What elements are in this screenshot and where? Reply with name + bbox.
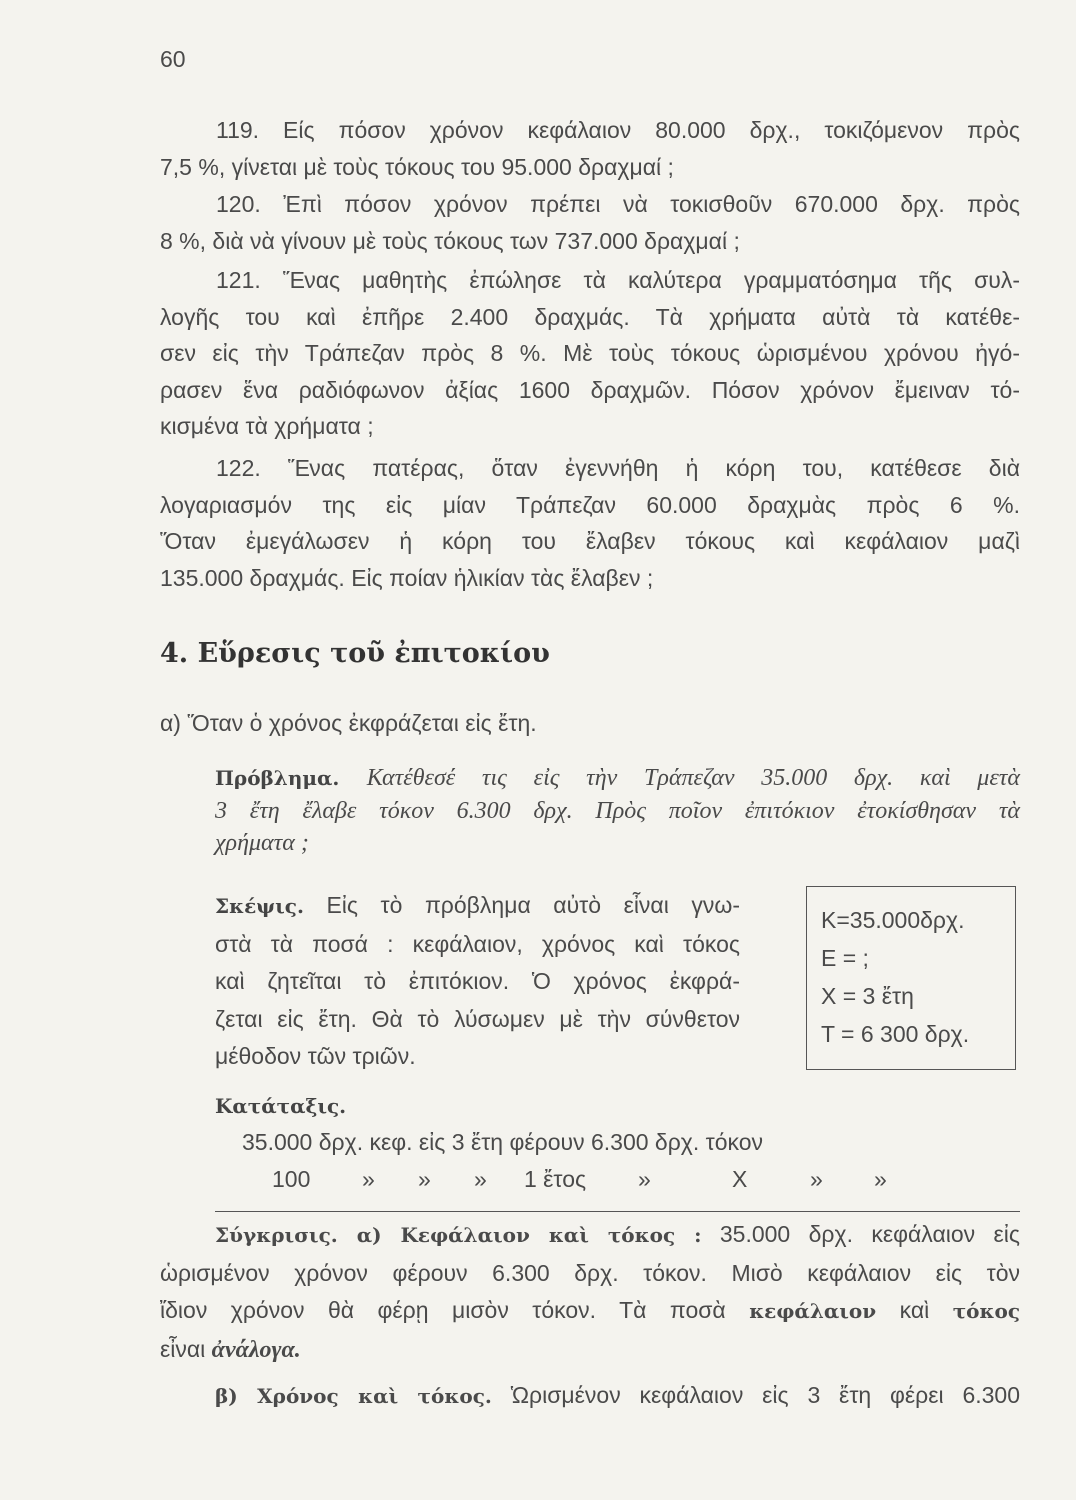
comparison-line	[160, 1216, 1020, 1255]
problem-122-line: 122. Ἕνας πατέρας, ὅταν ἐγεννήθη ἡ κόρη του, κατέθεσε διὰ	[216, 455, 1020, 481]
problem-121-line: 121. Ἕνας μαθητὴς ἐπώλησε τὰ καλύτερα γραμματόσημα τῆς συλ-	[216, 267, 1020, 293]
given-interest: T = 6 300 δρχ.	[821, 1021, 970, 1047]
thought-text: Εἰς τὸ πρόβλημα αὐτὸ εἶναι γνω-	[326, 892, 740, 918]
given-capital: K=35.000δρχ.	[821, 907, 965, 933]
problem-119-line: 7,5 %, γίνεται μὲ τοὺς τόκους του 95.000 δραχμαί ;	[160, 153, 674, 180]
arrangement-title: Κατάταξις.	[215, 1094, 347, 1118]
problem-statement-line: 3 ἔτη ἔλαβε τόκον 6.300 δρχ. Πρὸς ποῖον ἐπιτόκιον ἐτοκίσθησαν τὰ	[215, 797, 1020, 824]
arrangement-divider	[215, 1211, 1020, 1212]
problem-121-line: ρασεν ἕνα ραδιόφωνον ἀξίας 1600 δραχμῶν. Πόσον χρόνον ἔμειναν τό-	[160, 376, 1020, 403]
problem-121	[160, 262, 1020, 445]
problem-121-line: κισμένα τὰ χρήματα ;	[160, 413, 374, 439]
comparison-text: 35.000 δρχ. κεφάλαιον εἰς	[719, 1221, 1020, 1247]
thought-line: στὰ τὰ ποσά : κεφάλαιον, χρόνος καὶ τόκος	[215, 930, 740, 957]
problem-119-line: 119. Είς πόσον χρόνον κεφάλαιον 80.000 δρχ., τοκιζόμενον πρὸς	[216, 117, 1020, 143]
problem-statement	[215, 762, 1020, 860]
problem-label: Πρόβλημα.	[215, 766, 340, 790]
beta-label: β) Χρόνος καὶ τόκος.	[215, 1384, 492, 1408]
comparison-line	[160, 1292, 1020, 1331]
comparison-text: εἶναι	[160, 1335, 206, 1362]
problem-122	[160, 450, 1020, 596]
thought-line	[215, 887, 740, 926]
thought-line: ζεται εἰς ἔτη. Θὰ τὸ λύσωμεν μὲ τὴν σύνθετον	[215, 1005, 740, 1032]
beta-text: Ὡρισμένον κεφάλαιον εἰς 3 ἔτη φέρει 6.300	[510, 1382, 1021, 1408]
page-number: 60	[160, 46, 186, 72]
arrangement-cell: »	[810, 1166, 823, 1192]
arrangement-cell: »	[638, 1166, 651, 1192]
arrangement-row-1: 35.000 δρχ. κεφ. εἰς 3 ἔτη φέρουν 6.300 δρχ. τόκον	[242, 1129, 764, 1155]
comparison-line	[160, 1331, 1020, 1370]
arrangement-cell: »	[474, 1166, 487, 1192]
term-capital: κεφάλαιον	[749, 1299, 877, 1323]
problem-121-line: λογῆς του καὶ ἐπῆρε 2.400 δραχμάς. Τὰ χρήματα αὐτὰ τὰ κατέθε-	[160, 303, 1020, 330]
arrangement-cell: 1 ἔτος	[524, 1166, 587, 1192]
section-heading: 4. Εὕρεσις τοῦ ἐπιτοκίου	[160, 638, 550, 669]
comparison-label: Σύγκρισις. α) Κεφάλαιον καὶ τόκος :	[215, 1223, 702, 1247]
problem-statement-line: χρήματα ;	[215, 830, 309, 856]
subcase-line: α) Ὅταν ὁ χρόνος ἐκφράζεται εἰς ἔτη.	[160, 710, 537, 736]
given-rate: E = ;	[821, 945, 869, 971]
thought-line: καὶ ζητεῖται τὸ ἐπιτόκιον. Ὁ χρόνος ἐκφρά-	[215, 968, 740, 994]
term-proportional: ἀνάλογα.	[211, 1336, 301, 1363]
problem-122-line: Ὅταν ἐμεγάλωσεν ἡ κόρη του ἔλαβεν τόκους καὶ κεφάλαιον μαζὶ	[160, 528, 1020, 554]
arrangement-cell: »	[418, 1166, 431, 1192]
given-time: X = 3 ἔτη	[821, 983, 914, 1009]
problem-119	[160, 112, 1020, 185]
comparison-paragraph	[160, 1216, 1020, 1416]
arrangement-cell: 100	[272, 1166, 311, 1192]
subcase-title	[160, 705, 1020, 742]
comparison-text: καὶ	[899, 1297, 930, 1323]
problem-122-line: 135.000 δραχμάς. Εἰς ποίαν ἡλικίαν τὰς ἔλαβεν ;	[160, 564, 654, 591]
arrangement-cell: »	[874, 1166, 887, 1192]
problem-121-line: σεν εἰς τὴν Τράπεζαν πρὸς 8 %. Μὲ τοὺς τόκους ὡρισμένου χρόνου ἠγό-	[160, 340, 1020, 366]
arrangement-cell: X	[732, 1166, 748, 1192]
givens-box	[806, 886, 1016, 1070]
problem-120	[160, 186, 1020, 259]
thought-label: Σκέψις.	[215, 894, 304, 918]
thought-paragraph	[215, 887, 740, 1076]
problem-120-line: 8 %, διὰ νὰ γίνουν μὲ τοὺς τόκους των 737.000 δραχμαί ;	[160, 227, 740, 254]
problem-statement-line	[215, 762, 1020, 795]
problem-122-line: λογαριασμόν της εἰς μίαν Τράπεζαν 60.000 δραχμὰς πρὸς 6 %.	[160, 491, 1020, 518]
comparison-beta-line	[160, 1377, 1020, 1416]
thought-line: μέθοδον τῶν τριῶν.	[215, 1043, 416, 1069]
comparison-line: ὡρισμένον χρόνον φέρουν 6.300 δρχ. τόκον. Μισὸ κεφάλαιον εἰς τὸν	[160, 1259, 1020, 1286]
arrangement-cell: »	[362, 1166, 375, 1192]
comparison-text: ἴδιον χρόνον θὰ φέρῃ μισὸν τόκον. Τὰ ποσὰ	[160, 1297, 726, 1323]
problem-text: Κατέθεσέ τις εἰς τὴν Τράπεζαν 35.000 δρχ. καὶ μετὰ	[366, 765, 1020, 791]
term-interest: τόκος	[952, 1299, 1020, 1323]
problem-120-line: 120. Ἐπὶ πόσον χρόνον πρέπει νὰ τοκισθοῦν 670.000 δρχ. πρὸς	[216, 191, 1020, 217]
